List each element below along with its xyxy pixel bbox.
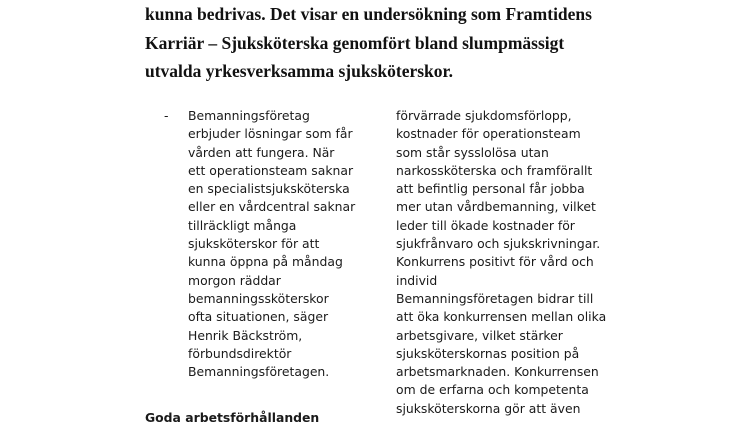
body-line: erbjuder lösningar som får [188, 126, 353, 142]
body-line: individ [396, 272, 438, 288]
body-line: arbetsmarknaden. Konkurrensen [396, 364, 599, 380]
section-subheading: Goda arbetsförhållanden [145, 410, 320, 425]
body-line: sjuksköterskorna gör att även [396, 400, 581, 416]
body-line: sjuksköterskor för att [188, 236, 320, 252]
right-text-column [396, 107, 626, 418]
body-line: att befintlig personal får jobba [396, 181, 585, 197]
body-line: sjukfrånvaro och sjukskrivningar. [396, 236, 601, 252]
body-line: att öka konkurrensen mellan olika [396, 309, 607, 325]
body-line: kunna öppna på måndag [188, 254, 343, 270]
body-line: arbetsgivare, vilket stärker [396, 327, 563, 343]
body-line: Bemanningsföretagen. [188, 364, 330, 380]
lead-line: Karriär – Sjuksköterska genomfört bland slumpmässigt [145, 32, 565, 53]
body-line: Bemanningsföretagen bidrar till [396, 290, 594, 306]
body-line: kostnader för operationsteam [396, 126, 581, 142]
body-line: förbundsdirektör [188, 345, 292, 361]
body-line: narkossköterska och framförallt [396, 162, 593, 178]
body-line: eller en vårdcentral saknar [188, 199, 356, 215]
body-line: morgon räddar [188, 272, 281, 288]
body-line: sjuksköterskornas position på [396, 345, 580, 361]
body-line: om de erfarna och kompetenta [396, 382, 589, 398]
body-line: som står sysslolösa utan [396, 144, 549, 160]
lead-paragraph [145, 0, 615, 86]
body-line: mer utan vårdbemanning, vilket [396, 199, 596, 215]
bullet-dash: - [164, 108, 169, 123]
lead-line: kunna bedrivas. Det visar en undersökning som Framtidens [145, 4, 592, 24]
body-line: Henrik Bäckström, [188, 327, 303, 343]
body-line: ofta situationen, säger [188, 309, 329, 325]
body-line: vården att fungera. När [188, 144, 335, 160]
body-line: Bemanningsföretag [188, 108, 310, 123]
body-line: tillräckligt många [188, 217, 297, 233]
body-line: bemanningssköterskor [188, 290, 329, 306]
body-line: förvärrade sjukdomsförlopp, [396, 108, 572, 123]
lead-line: utvalda yrkesverksamma sjuksköterskor. [145, 61, 454, 81]
body-line: en specialistsjuksköterska [188, 181, 350, 197]
body-line: ett operationsteam saknar [188, 162, 354, 178]
body-line: Konkurrens positivt för vård och [396, 254, 594, 270]
bullet-quote-column [188, 107, 373, 381]
body-line: leder till ökade kostnader för [396, 217, 575, 233]
